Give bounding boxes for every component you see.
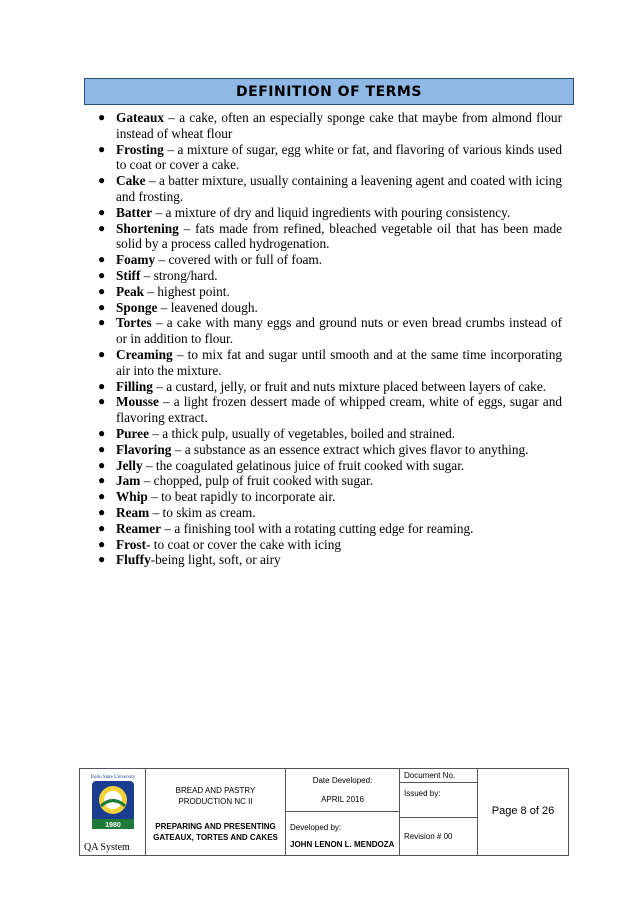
term-word: Shortening xyxy=(116,220,179,236)
bullet-icon: ● xyxy=(98,425,106,440)
term-definition: – a mixture of dry and liquid ingredients with pouring consistency. xyxy=(152,204,511,220)
bullet-icon: ● xyxy=(98,489,106,504)
section-title: DEFINITION OF TERMS xyxy=(84,78,574,105)
term-definition: - to coat or cover the cake with icing xyxy=(146,536,341,552)
developed-by-value: JOHN LENON L. MENDOZA xyxy=(290,840,395,849)
term-definition: – a light frozen dessert made of whipped cream, white of eggs, sugar and flavoring extract. xyxy=(116,394,562,426)
term-item xyxy=(96,552,562,568)
term-item xyxy=(96,521,562,537)
document-number-label: Document No. xyxy=(404,771,456,780)
term-word: Batter xyxy=(116,204,153,220)
date-developed-cell xyxy=(286,769,400,812)
issued-by-label: Issued by: xyxy=(404,789,441,798)
revision-label: Revision # 00 xyxy=(404,832,453,841)
term-item xyxy=(96,379,562,395)
term-item xyxy=(96,473,562,489)
bullet-icon: ● xyxy=(98,110,106,124)
bullet-icon: ● xyxy=(98,267,106,282)
term-definition: – a cake with many eggs and ground nuts or even bread crumbs instead of or in addition to flour. xyxy=(116,315,562,347)
page-number-cell xyxy=(478,769,568,855)
page-number: Page 8 of 26 xyxy=(491,805,555,817)
bullet-icon: ● xyxy=(98,283,106,298)
term-definition: – a finishing tool with a rotating cutting edge for reaming. xyxy=(161,520,474,536)
term-definition: – to beat rapidly to incorporate air. xyxy=(147,489,336,505)
term-definition: – chopped, pulp of fruit cooked with sugar. xyxy=(140,473,374,489)
term-word: Frost xyxy=(116,536,147,552)
term-item xyxy=(96,505,562,521)
term-item xyxy=(96,458,562,474)
document-number-cell xyxy=(400,769,478,783)
term-word: Frosting xyxy=(116,141,164,157)
university-seal-icon xyxy=(88,771,138,835)
term-definition: – to skim as cream. xyxy=(149,504,256,520)
term-word: Filling xyxy=(116,378,153,394)
term-word: Jelly xyxy=(116,457,143,473)
term-word: Creaming xyxy=(116,346,173,362)
term-definition: -being light, soft, or airy xyxy=(150,552,281,568)
term-word: Sponge xyxy=(116,299,158,315)
date-developed-value: APRIL 2016 xyxy=(321,795,364,804)
bullet-icon: ● xyxy=(98,536,106,551)
term-word: Stiff xyxy=(116,267,141,283)
term-item xyxy=(96,221,562,253)
term-item xyxy=(96,394,562,426)
seal-year-text: 1980 xyxy=(105,822,121,829)
issued-by-cell xyxy=(400,783,478,818)
logo-cell xyxy=(80,769,146,855)
bullet-icon: ● xyxy=(98,315,106,330)
term-item xyxy=(96,315,562,347)
bullet-icon: ● xyxy=(98,441,106,456)
term-word: Ream xyxy=(116,504,150,520)
document-footer xyxy=(79,768,569,856)
bullet-icon: ● xyxy=(98,346,106,361)
term-word: Jam xyxy=(116,473,141,489)
bullet-icon: ● xyxy=(98,252,106,267)
term-item xyxy=(96,205,562,221)
term-definition: – fats made from refined, bleached vegetable oil that has been made solid by a process called hydrogenation. xyxy=(116,220,562,252)
term-item xyxy=(96,110,562,142)
term-item xyxy=(96,173,562,205)
bullet-icon: ● xyxy=(98,204,106,219)
term-definition: – a custard, jelly, or fruit and nuts mixture placed between layers of cake. xyxy=(152,378,547,394)
bullet-icon: ● xyxy=(98,173,106,188)
bullet-icon: ● xyxy=(98,299,106,314)
bullet-icon: ● xyxy=(98,473,106,488)
course-title-line2: PRODUCTION NC II xyxy=(178,797,253,806)
term-item xyxy=(96,268,562,284)
bullet-icon: ● xyxy=(98,141,106,156)
bullet-icon: ● xyxy=(98,394,106,409)
term-item xyxy=(96,142,562,174)
term-definition: – a cake, often an especially sponge cake that maybe from almond flour instead of wheat flour xyxy=(116,110,562,141)
term-item xyxy=(96,426,562,442)
term-item xyxy=(96,442,562,458)
term-definition: – a batter mixture, usually containing a leavening agent and coated with icing and frosting. xyxy=(116,173,562,204)
term-definition: – a substance as an essence extract which gives flavor to anything. xyxy=(171,441,529,457)
term-definition: – the coagulated gelatinous juice of fruit cooked with sugar. xyxy=(142,457,465,473)
bullet-icon: ● xyxy=(98,520,106,535)
term-word: Peak xyxy=(116,283,145,299)
bullet-icon: ● xyxy=(98,220,106,235)
term-definition: – strong/hard. xyxy=(140,267,218,283)
developed-by-label: Developed by: xyxy=(290,823,342,832)
module-title-line2: GATEAUX, TORTES AND CAKES xyxy=(153,833,278,842)
term-word: Tortes xyxy=(116,315,152,331)
terms-list xyxy=(96,110,562,568)
term-definition: – leavened dough. xyxy=(157,299,258,315)
term-word: Foamy xyxy=(116,252,156,268)
term-item xyxy=(96,537,562,553)
date-developed-label: Date Developed: xyxy=(312,776,373,785)
course-title-line1: BREAD AND PASTRY xyxy=(175,786,256,795)
qa-system-label: QA System xyxy=(84,842,130,853)
bullet-icon: ● xyxy=(98,552,106,567)
term-item xyxy=(96,347,562,379)
term-word: Flavoring xyxy=(116,441,172,457)
term-definition: – highest point. xyxy=(144,283,230,299)
seal-university-text: Iloilo State University xyxy=(90,775,136,780)
term-definition: – a mixture of sugar, egg white or fat, and flavoring of various kinds used to coat or cover a cake. xyxy=(116,141,562,173)
bullet-icon: ● xyxy=(98,457,106,472)
term-word: Fluffy xyxy=(116,552,151,568)
term-word: Gateaux xyxy=(116,110,165,125)
term-word: Reamer xyxy=(116,520,162,536)
term-item xyxy=(96,284,562,300)
term-definition: – to mix fat and sugar until smooth and at the same time incorporating air into the mixture. xyxy=(116,346,562,378)
term-definition: – a thick pulp, usually of vegetables, boiled and strained. xyxy=(148,425,456,441)
term-word: Cake xyxy=(116,173,146,189)
term-item xyxy=(96,489,562,505)
developed-by-cell xyxy=(286,812,400,855)
term-word: Puree xyxy=(116,425,149,441)
term-word: Mousse xyxy=(116,394,159,410)
revision-cell xyxy=(400,818,478,855)
term-word: Whip xyxy=(116,489,148,505)
bullet-icon: ● xyxy=(98,504,106,519)
course-cell xyxy=(146,769,286,855)
bullet-icon: ● xyxy=(98,378,106,393)
term-item xyxy=(96,252,562,268)
term-definition: – covered with or full of foam. xyxy=(155,252,323,268)
module-title-line1: PREPARING AND PRESENTING xyxy=(155,822,276,831)
term-item xyxy=(96,300,562,316)
